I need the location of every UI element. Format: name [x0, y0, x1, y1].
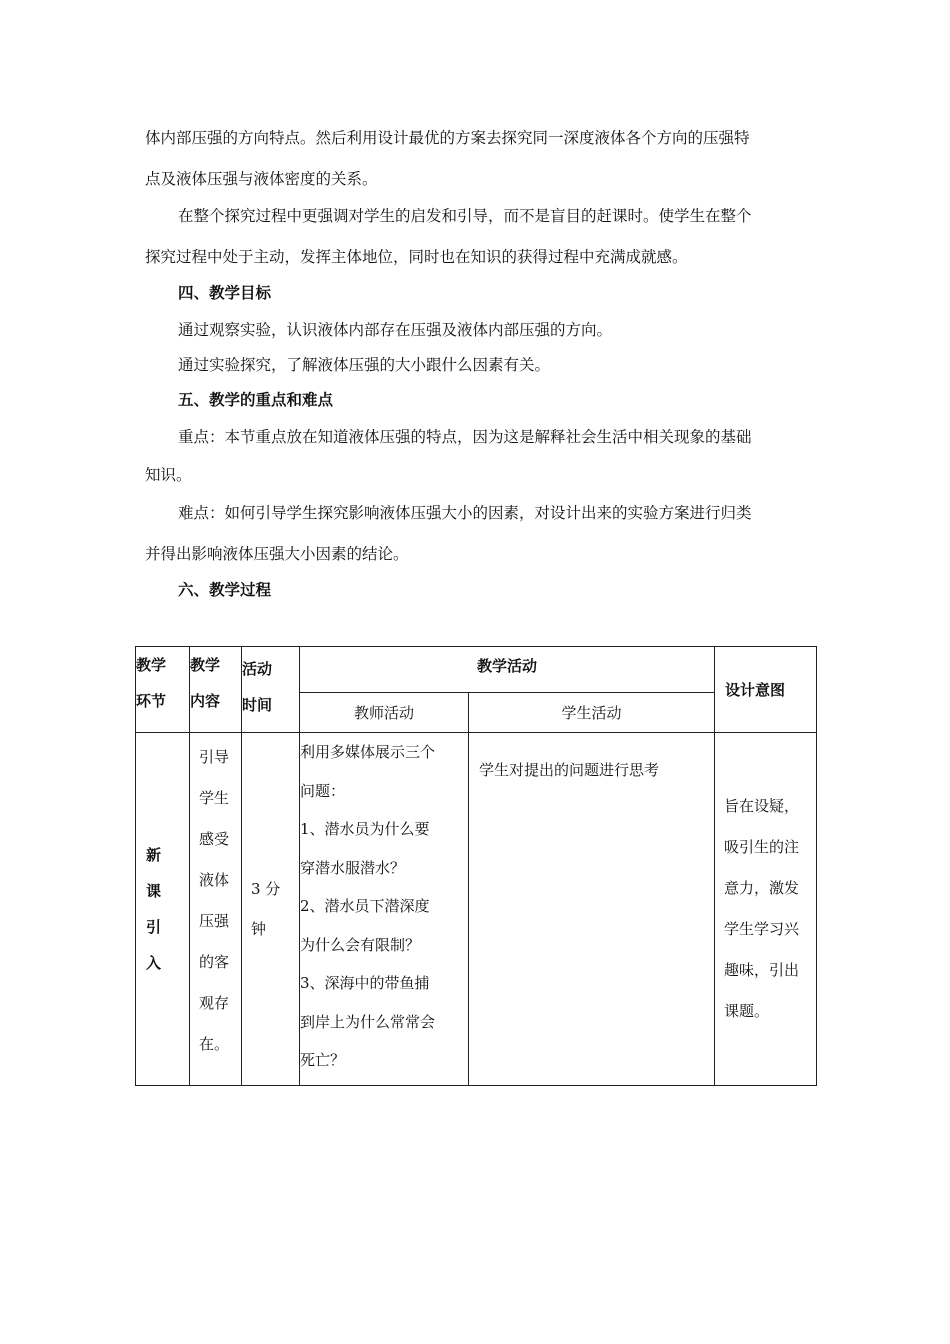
cell-student: 学生对提出的问题进行思考 — [469, 733, 715, 1086]
section-heading-objectives: 四、教学目标 — [178, 284, 272, 302]
header-content: 教学 内容 — [190, 647, 242, 733]
header-activity: 教学活动 — [300, 647, 715, 693]
paragraph-line: 难点：如何引导学生探究影响液体压强大小的因素，对设计出来的实验方案进行归类 — [178, 504, 752, 522]
cell-intent: 旨在设疑， 吸引生的注 意力，激发 学生学习兴 趣味，引出 课题。 — [715, 733, 817, 1086]
cell-stage: 新 课 引 入 — [136, 733, 190, 1086]
paragraph-line: 知识。 — [145, 466, 192, 484]
paragraph-line: 体内部压强的方向特点。然后利用设计最优的方案去探究同一深度液体各个方向的压强特 — [145, 129, 750, 147]
header-stage: 教学 环节 — [136, 647, 190, 733]
cell-time: 3 分 钟 — [242, 733, 300, 1086]
cell-content: 引导 学生 感受 液体 压强 的客 观存 在。 — [190, 733, 242, 1086]
header-teacher: 教师活动 — [300, 693, 469, 733]
header-student: 学生活动 — [469, 693, 715, 733]
section-heading-keypoints: 五、教学的重点和难点 — [178, 391, 334, 409]
lesson-table — [135, 646, 817, 1086]
objective-item: 通过实验探究，了解液体压强的大小跟什么因素有关。 — [178, 356, 551, 374]
header-time: 活动 时间 — [242, 647, 300, 733]
paragraph-line: 探究过程中处于主动，发挥主体地位，同时也在知识的获得过程中充满成就感。 — [145, 248, 688, 266]
paragraph-line: 并得出影响液体压强大小因素的结论。 — [145, 545, 409, 563]
objective-item: 通过观察实验，认识液体内部存在压强及液体内部压强的方向。 — [178, 321, 613, 339]
header-intent: 设计意图 — [715, 647, 817, 733]
paragraph-line: 重点：本节重点放在知道液体压强的特点，因为这是解释社会生活中相关现象的基础 — [178, 428, 752, 446]
paragraph-line: 点及液体压强与液体密度的关系。 — [145, 170, 378, 188]
section-heading-process: 六、教学过程 — [178, 581, 272, 599]
paragraph-line: 在整个探究过程中更强调对学生的启发和引导，而不是盲目的赶课时。使学生在整个 — [178, 207, 752, 225]
cell-teacher: 利用多媒体展示三个 问题： 1、潜水员为什么要 穿潜水服潜水？ 2、潜水员下潜深度 为什么会有限制？ 3、深海中的带鱼捕 到岸上为什么常常会 死亡？ — [300, 733, 469, 1086]
